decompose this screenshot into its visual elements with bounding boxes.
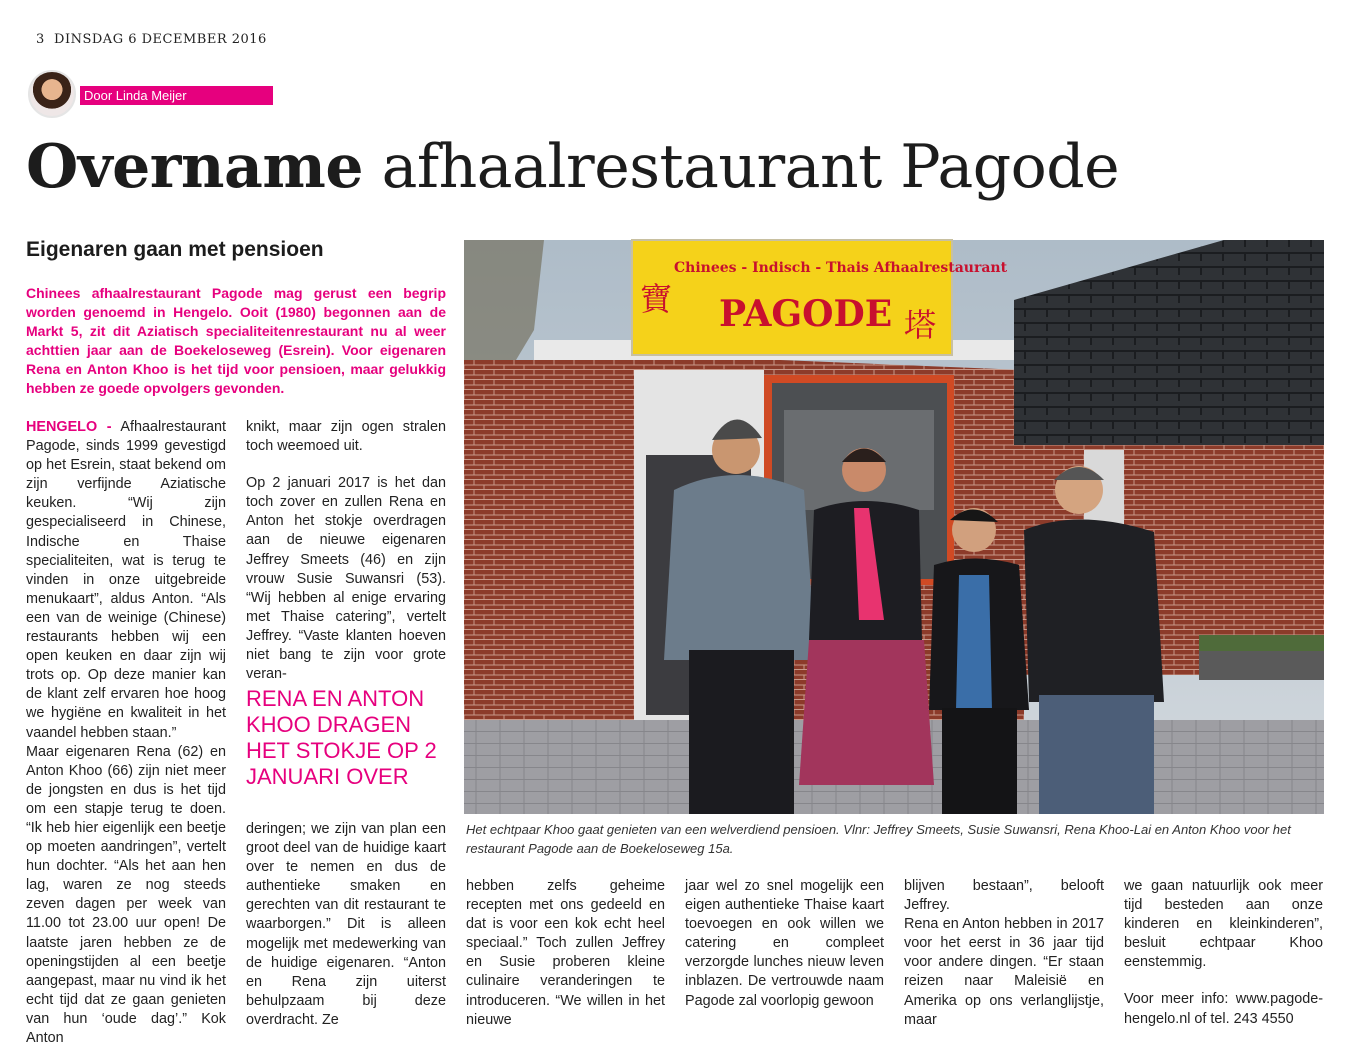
article-column-2-bottom <box>246 820 446 1030</box>
dateline: HENGELO - <box>26 419 112 435</box>
sign-tagline: Chinees - Indisch - Thais Afhaalrestaurant <box>674 260 1008 276</box>
contact-info: Voor meer info: www.pagode-hengelo.nl of tel. 243 4550 <box>1124 991 1323 1027</box>
sign-character-right: 塔 <box>904 306 937 344</box>
article-photo <box>464 240 1324 814</box>
article-column-2-top <box>246 418 446 684</box>
paragraph: blijven bestaan”, belooft Jeffrey. <box>904 878 1104 914</box>
byline <box>28 70 288 120</box>
pull-quote: RENA EN ANTON KHOO DRAGEN HET STOKJE OP 2 JANUARI OVER <box>246 686 437 789</box>
paragraph: HENGELO - Afhaalrestaurant Pagode, sinds 1999 gevestigd op het Esrein, staat bekend om zijn verfijnde Aziatische keuken. “Wij zijn gespecialiseerd in Chinese, Indische en Thaise specialiteiten, wat is terug te vinden in onze uitgebreide menukaart”, aldus Anton. “Als een van de weinige (Chinese) restaurants hebben wij een open keuken en daar zijn wij trots op. Op deze manier kan de klant zelf ervaren hoe hoog we hygiëne en kwaliteit in het vaandel hebben staan.” <box>26 419 226 741</box>
article-column-3 <box>466 877 665 1030</box>
headline <box>26 132 1119 202</box>
article-column-4 <box>685 877 884 1011</box>
paragraph: knikt, maar zijn ogen stralen toch weemoed uit. <box>246 419 446 455</box>
paragraph: jaar wel zo snel mogelijk een eigen authentieke Thaise kaart toevoegen en ook willen we catering en compleet verzorgde lunches nieuw leven inblazen. De vertrouwde naam Pagode zal voorlopig gewoon <box>685 878 884 1009</box>
headline-regular: afhaalrestaurant Pagode <box>381 132 1120 202</box>
subheadline: Eigenaren gaan met pensioen <box>26 238 324 261</box>
page-number: 3 <box>36 32 45 47</box>
paragraph: hebben zelfs geheime recepten met ons gedeeld en dat is voor een kok echt heel speciaal.” Toch zullen Jeffrey en Susie proberen kleine culinaire veranderingen te introduceren. “We willen in het nieuwe <box>466 878 665 1028</box>
article-column-6 <box>1124 877 1323 1029</box>
photo-caption: Het echtpaar Khoo gaat genieten van een welverdiend pensioen. Vlnr: Jeffrey Smeets, Susie Suwansri, Rena Khoo-Lai en Anton Khoo voor het restaurant Pagode aan de Boekeloseweg 15a. <box>466 822 1291 856</box>
paragraph: we gaan natuurlijk ook meer tijd besteden aan onze kinderen en kleinkinderen”, besluit echtpaar Khoo eenstemmig. <box>1124 878 1323 971</box>
author-avatar <box>28 70 76 118</box>
paragraph: Rena en Anton hebben in 2017 voor het eerst in 36 jaar tijd voor andere dingen. “Er staan reizen naar Maleisië en Amerika op ons verlanglijstje, maar <box>904 916 1104 1028</box>
intro-paragraph: Chinees afhaalrestaurant Pagode mag gerust een begrip worden genoemd in Hengelo. Ooit (1980) begonnen aan de Markt 5, zit dit Aziatisch specialiteitenrestaurant nu al weer achttien jaar aan de Boekeloseweg (Esrein). Voor eigenaren Rena en Anton Khoo is het tijd voor pensioen, maar gelukkig hebben ze goede opvolgers gevonden. <box>26 285 446 396</box>
paragraph: Op 2 januari 2017 is het dan toch zover en zullen Rena en Anton het stokje overdragen aan de nieuwe eigenaren Jeffrey Smeets (46) en zijn vrouw Susie Suwansri (53). “Wij hebben al enige ervaring met Thaise catering”, vertelt Jeffrey. “Vaste klanten hoeven niet bang te zijn voor grote veran- <box>246 475 446 683</box>
paragraph: deringen; we zijn van plan een groot deel van de huidige kaart over te nemen en dus de authentieke smaken en gerechten van dit restaurant te waarborgen.” Dit is alleen mogelijk met medewerking van de huidige eigenaren. “Anton en Rena zijn uiterst behulpzaam bij deze overdracht. Ze <box>246 821 446 1028</box>
sign-name: PAGODE <box>719 293 893 335</box>
page-header <box>36 32 267 47</box>
paragraph: Maar eigenaren Rena (62) en Anton Khoo (66) zijn niet meer de jongsten en dus is het tijd om een stapje terug te doen. “Ik heb hier eigenlijk een beetje op moeten aandringen”, vertelt hun dochter. “Als het aan hen lag, waren ze nog steeds zeven dagen per week van 11.00 tot 23.00 uur open! De laatste jaren hebben ze de openingstijden al een beetje aangepast, maar nu vind ik het echt tijd dat ze gaan genieten van hun ‘oude dag’.” Kok Anton <box>26 743 226 1046</box>
page-date: DINSDAG 6 DECEMBER 2016 <box>54 32 267 47</box>
storefront-illustration <box>464 240 1324 814</box>
sign-character-left: 寶 <box>640 280 673 318</box>
author-label: Door Linda Meijer <box>80 86 273 105</box>
article-column-5 <box>904 877 1104 1030</box>
headline-bold: Overname <box>26 132 364 202</box>
article-column-1 <box>26 418 226 1048</box>
